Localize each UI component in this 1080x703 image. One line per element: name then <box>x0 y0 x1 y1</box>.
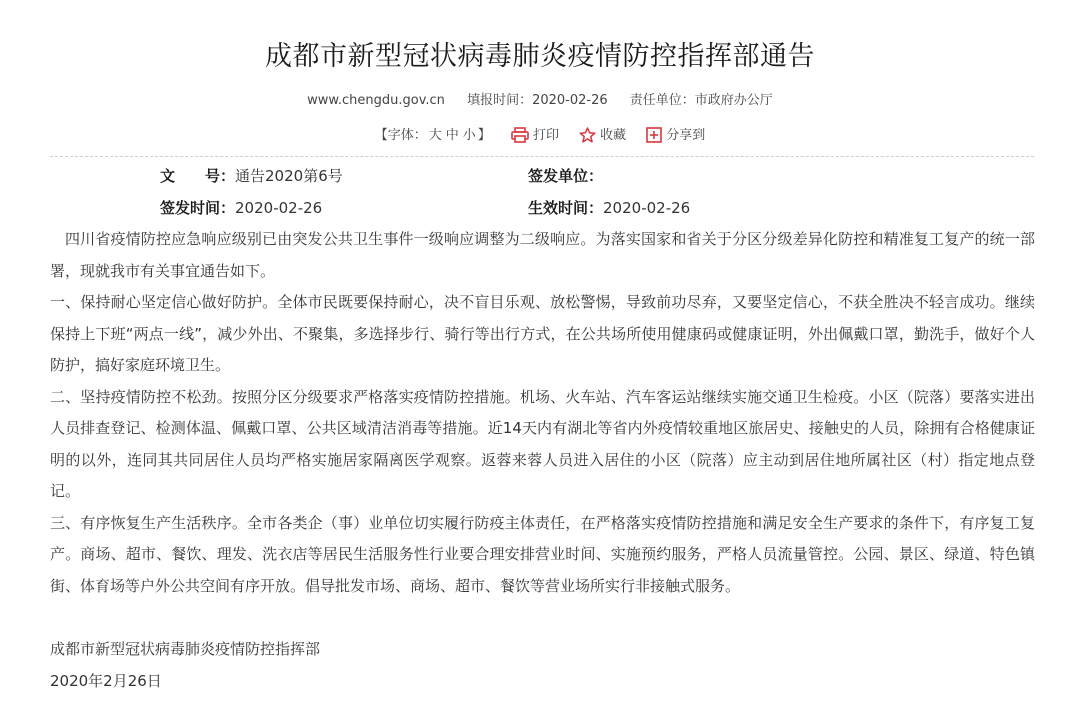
print-button[interactable] <box>511 124 559 143</box>
effective-date-label: 生效时间： <box>528 199 604 217</box>
divider <box>50 156 1034 157</box>
effective-date-value: 2020-02-26 <box>603 199 691 217</box>
issue-date-value: 2020-02-26 <box>235 199 323 217</box>
page-title: 成都市新型冠状病毒肺炎疫情防控指挥部通告 <box>265 41 815 72</box>
fill-date-value: 2020-02-26 <box>532 93 608 108</box>
responsible-unit-value: 市政府办公厅 <box>694 93 773 108</box>
font-size-close: 】 <box>477 128 491 143</box>
share-icon <box>646 127 662 143</box>
fill-date <box>467 93 608 108</box>
printer-icon <box>511 127 529 143</box>
issue-date <box>160 197 322 218</box>
font-size-selector <box>375 124 491 143</box>
section-1-paragraph: 一、保持耐心坚定信心做好防护。全体市民既要保持耐心，决不盲目乐观、放松警惕，导致前功尽弃，又要坚定信心，不获全胜决不轻言成功。继续保持上下班“两点一线”，减少外出、不聚集，多选择步行、骑行等出行方式，在公共场所使用健康码或健康证明，外出佩戴口罩，勤洗手，做好个人防护，搞好家庭环境卫生。 <box>50 293 1035 374</box>
font-small-button[interactable]: 小 <box>462 128 476 143</box>
section-2-paragraph: 二、坚持疫情防控不松劲。按照分区分级要求严格落实疫情防控措施。机场、火车站、汽车客运站继续实施交通卫生检疫。小区（院落）要落实进出人员排查登记、检测体温、佩戴口罩、公共区域清洁消毒等措施。近14天内有湖北等省内外疫情较重地区旅居史、接触史的人员，除拥有合格健康证明的以外，连同其共同居住人员均严格实施居家隔离医学观察。返蓉来蓉人员进入居住的小区（院落）应主动到居住地所属社区（村）指定地点登记。 <box>50 387 1035 500</box>
issuing-unit <box>528 165 603 186</box>
notice-body <box>50 224 1035 602</box>
responsible-unit <box>630 93 773 108</box>
issuing-unit-label: 签发单位： <box>528 167 604 185</box>
fill-date-label: 填报时间： <box>467 93 533 108</box>
star-icon <box>579 127 596 143</box>
share-button[interactable] <box>646 124 705 143</box>
intro-paragraph: 四川省疫情防控应急响应级别已由突发公共卫生事件一级响应调整为二级响应。为落实国家和省关于分区分级差异化防控和精准复工复产的统一部署，现就我市有关事宜通告如下。 <box>50 230 1035 280</box>
effective-date <box>528 197 690 218</box>
signature-date: 2020年2月26日 <box>50 672 162 690</box>
share-label: 分享到 <box>666 128 706 143</box>
print-label: 打印 <box>532 128 559 143</box>
doc-number <box>160 165 343 186</box>
responsible-unit-label: 责任单位： <box>629 93 695 108</box>
favorite-button[interactable] <box>579 124 626 143</box>
doc-number-value: 通告2020第6号 <box>235 167 343 185</box>
favorite-label: 收藏 <box>600 128 627 143</box>
font-large-button[interactable]: 大 <box>428 128 442 143</box>
site-url[interactable]: www.chengdu.gov.cn <box>307 93 445 108</box>
font-size-label: 【字体： <box>374 128 427 143</box>
issue-date-label: 签发时间： <box>160 199 236 217</box>
doc-number-label: 文 号： <box>160 167 236 185</box>
font-medium-button[interactable]: 中 <box>445 128 459 143</box>
section-3-paragraph: 三、有序恢复生产生活秩序。全市各类企（事）业单位切实履行防疫主体责任，在严格落实疫情防控措施和满足安全生产要求的条件下，有序复工复产。商场、超市、餐饮、理发、洗衣店等居民生活服务性行业要合理安排营业时间、实施预约服务，严格人员流量管控。公园、景区、绿道、特色镇街、体育场等户外公共空间有序开放。倡导批发市场、商场、超市、餐饮等营业场所实行非接触式服务。 <box>50 513 1035 595</box>
signature-org: 成都市新型冠状病毒肺炎疫情防控指挥部 <box>50 640 321 658</box>
meta-line <box>0 89 1080 108</box>
toolbar <box>0 124 1080 143</box>
